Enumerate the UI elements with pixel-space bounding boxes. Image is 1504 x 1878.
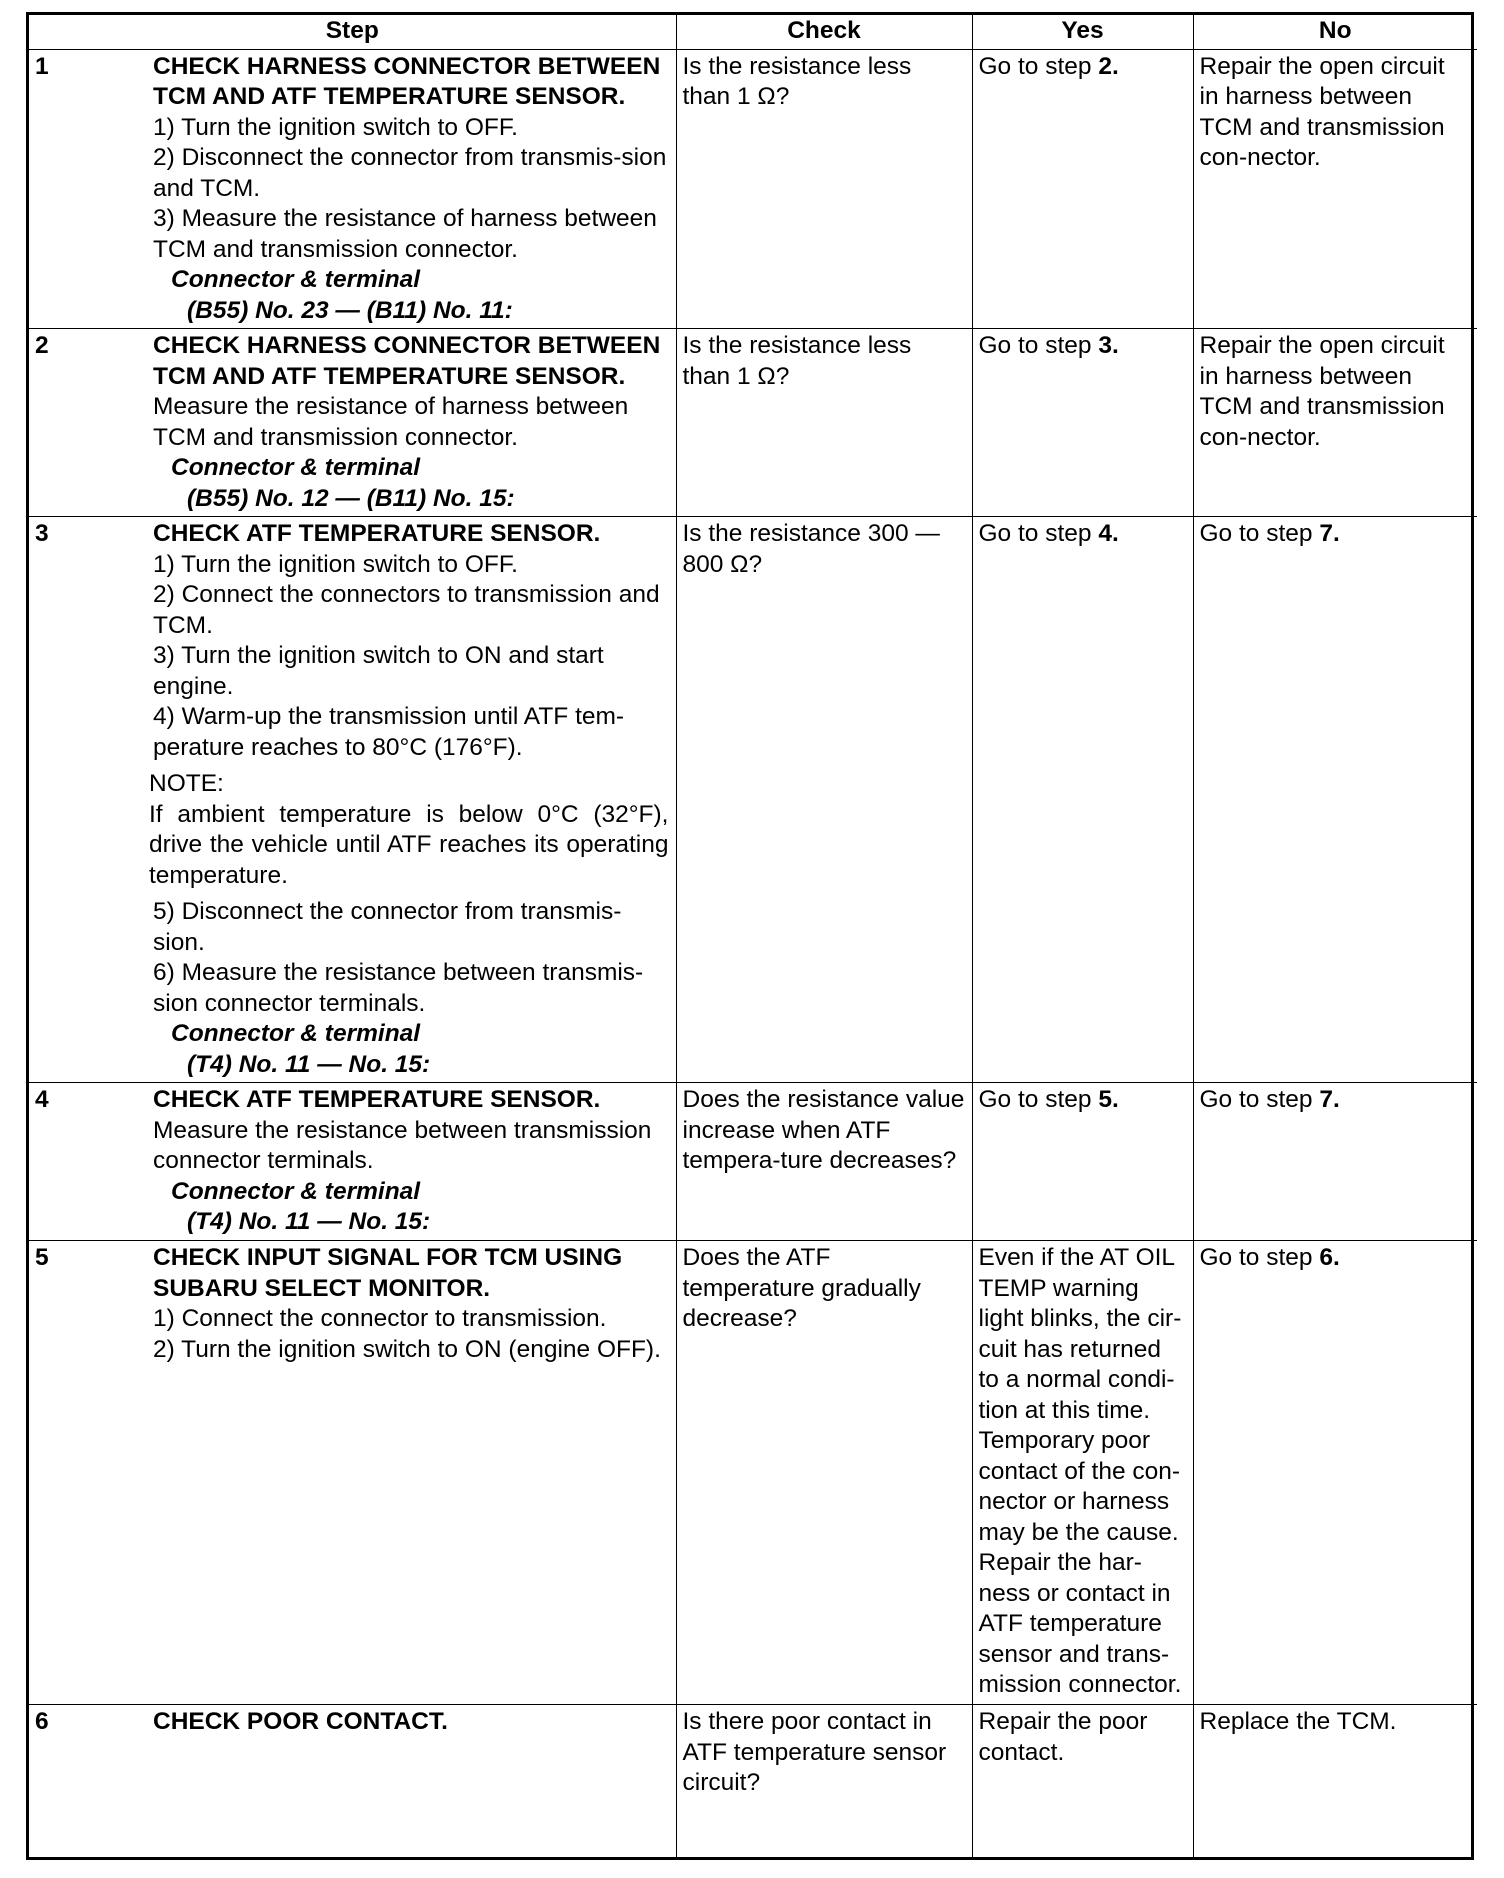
- yes-cell: Repair the poor contact.: [972, 1705, 1193, 1858]
- check-cell: Is the resistance less than 1 Ω?: [676, 49, 972, 329]
- note-block: [149, 769, 669, 891]
- no-text: Go to step: [1199, 520, 1320, 547]
- header-check: Check: [676, 15, 972, 49]
- step-title: CHECK POOR CONTACT.: [153, 1708, 448, 1735]
- table-row: [29, 1083, 1477, 1241]
- connector-terminal: (B55) No. 23 — (B11) No. 11:: [187, 296, 513, 324]
- yes-cell: [972, 1083, 1193, 1241]
- yes-step-ref: 4.: [1098, 520, 1119, 547]
- connector-terminal: (T4) No. 11 — No. 15:: [187, 1050, 431, 1078]
- connector-label: Connector & terminal: [171, 1177, 421, 1205]
- no-cell: [1193, 1083, 1477, 1241]
- step-instruction: 5) Disconnect the connector from transmis-sion.: [153, 898, 622, 956]
- step-cell: [29, 49, 676, 329]
- table-row: [29, 1241, 1477, 1705]
- step-title: CHECK HARNESS CONNECTOR BETWEEN TCM AND ATF TEMPERATURE SENSOR.: [153, 52, 661, 110]
- no-cell: Repair the open circuit in harness between TCM and transmission con-nector.: [1193, 49, 1477, 329]
- step-instruction: 2) Turn the ignition switch to ON (engine OFF).: [153, 1335, 661, 1363]
- step-title: CHECK ATF TEMPERATURE SENSOR.: [153, 1086, 601, 1113]
- no-text: Go to step: [1199, 1244, 1320, 1271]
- table-row: [29, 517, 1477, 1083]
- no-cell: Replace the TCM.: [1193, 1705, 1477, 1858]
- step-cell: [29, 1241, 676, 1705]
- yes-cell: [972, 517, 1193, 1083]
- check-cell: Is the resistance 300 — 800 Ω?: [676, 517, 972, 1083]
- no-step-ref: 7.: [1319, 520, 1340, 547]
- step-instruction: 3) Measure the resistance of harness between TCM and transmission connector.: [153, 205, 657, 263]
- check-cell: Is there poor contact in ATF temperature sensor circuit?: [676, 1705, 972, 1858]
- yes-text: Go to step: [978, 1086, 1099, 1113]
- no-step-ref: 7.: [1319, 1086, 1340, 1113]
- header-no: No: [1193, 15, 1477, 49]
- step-instruction: 2) Disconnect the connector from transmis-sion and TCM.: [153, 144, 667, 202]
- step-instruction: 1) Turn the ignition switch to OFF.: [153, 550, 518, 578]
- step-number: 1: [35, 52, 49, 80]
- yes-text: Go to step: [978, 332, 1099, 359]
- step-cell: [29, 1083, 676, 1241]
- step-number: 5: [35, 1244, 49, 1271]
- no-step-ref: 6.: [1319, 1244, 1340, 1271]
- yes-step-ref: 5.: [1098, 1086, 1119, 1113]
- check-cell: Is the resistance less than 1 Ω?: [676, 329, 972, 517]
- step-cell: [29, 329, 676, 517]
- no-cell: Repair the open circuit in harness between TCM and transmission con-nector.: [1193, 329, 1477, 517]
- connector-terminal: (T4) No. 11 — No. 15:: [187, 1208, 431, 1235]
- check-cell: Does the resistance value increase when ATF tempera-ture decreases?: [676, 1083, 972, 1241]
- connector-terminal: (B55) No. 12 — (B11) No. 15:: [187, 484, 515, 512]
- yes-cell: [972, 49, 1193, 329]
- step-instruction: 2) Connect the connectors to transmission and TCM.: [153, 581, 660, 639]
- step-title: CHECK INPUT SIGNAL FOR TCM USING SUBARU SELECT MONITOR.: [153, 1244, 623, 1302]
- step-instruction: 3) Turn the ignition switch to ON and start engine.: [153, 642, 604, 700]
- yes-step-ref: 3.: [1098, 332, 1119, 359]
- step-instruction: 1) Connect the connector to transmission.: [153, 1305, 607, 1332]
- step-instruction: Measure the resistance between transmission connector terminals.: [153, 1116, 652, 1174]
- step-number: 2: [35, 332, 49, 359]
- step-title: CHECK HARNESS CONNECTOR BETWEEN TCM AND ATF TEMPERATURE SENSOR.: [153, 332, 661, 390]
- no-cell: [1193, 1241, 1477, 1705]
- step-number: 4: [35, 1086, 49, 1113]
- yes-step-ref: 2.: [1098, 52, 1119, 80]
- yes-text: Go to step: [978, 520, 1099, 547]
- table-row: [29, 49, 1477, 329]
- note-text: If ambient temperature is below 0°C (32°F), drive the vehicle until ATF reaches its operating temperature.: [149, 800, 669, 889]
- yes-cell: Even if the AT OIL TEMP warning light blinks, the cir-cuit has returned to a normal condi-tion at this time. Temporary poor contact of the con-nector or harness may be the cause. Repair the har-ness or contact in ATF temperature sensor and trans-mission connector.: [972, 1241, 1193, 1705]
- check-cell: Does the ATF temperature gradually decrease?: [676, 1241, 972, 1705]
- step-instruction: 4) Warm-up the transmission until ATF tem-perature reaches to 80°C (176°F).: [153, 703, 625, 761]
- step-number: 3: [35, 520, 49, 547]
- step-number: 6: [35, 1708, 49, 1735]
- table-row: [29, 329, 1477, 517]
- note-label: NOTE:: [149, 770, 224, 797]
- procedure-sheet: [26, 12, 1474, 1860]
- step-instruction: 1) Turn the ignition switch to OFF.: [153, 113, 518, 141]
- step-cell: [29, 517, 676, 1083]
- connector-label: Connector & terminal: [171, 266, 421, 293]
- header-yes: Yes: [972, 15, 1193, 49]
- step-cell: [29, 1705, 676, 1858]
- step-instruction: Measure the resistance of harness between TCM and transmission connector.: [153, 393, 629, 451]
- no-text: Go to step: [1199, 1086, 1320, 1113]
- no-cell: [1193, 517, 1477, 1083]
- connector-label: Connector & terminal: [171, 1020, 421, 1047]
- step-instruction: 6) Measure the resistance between transmis-sion connector terminals.: [153, 959, 644, 1017]
- header-row: [29, 15, 1477, 49]
- yes-cell: [972, 329, 1193, 517]
- diagnostic-procedure-table: [29, 15, 1477, 1857]
- connector-label: Connector & terminal: [171, 454, 421, 481]
- step-title: CHECK ATF TEMPERATURE SENSOR.: [153, 520, 601, 547]
- yes-text: Go to step: [978, 52, 1099, 80]
- header-step: Step: [29, 15, 676, 49]
- table-row: [29, 1705, 1477, 1858]
